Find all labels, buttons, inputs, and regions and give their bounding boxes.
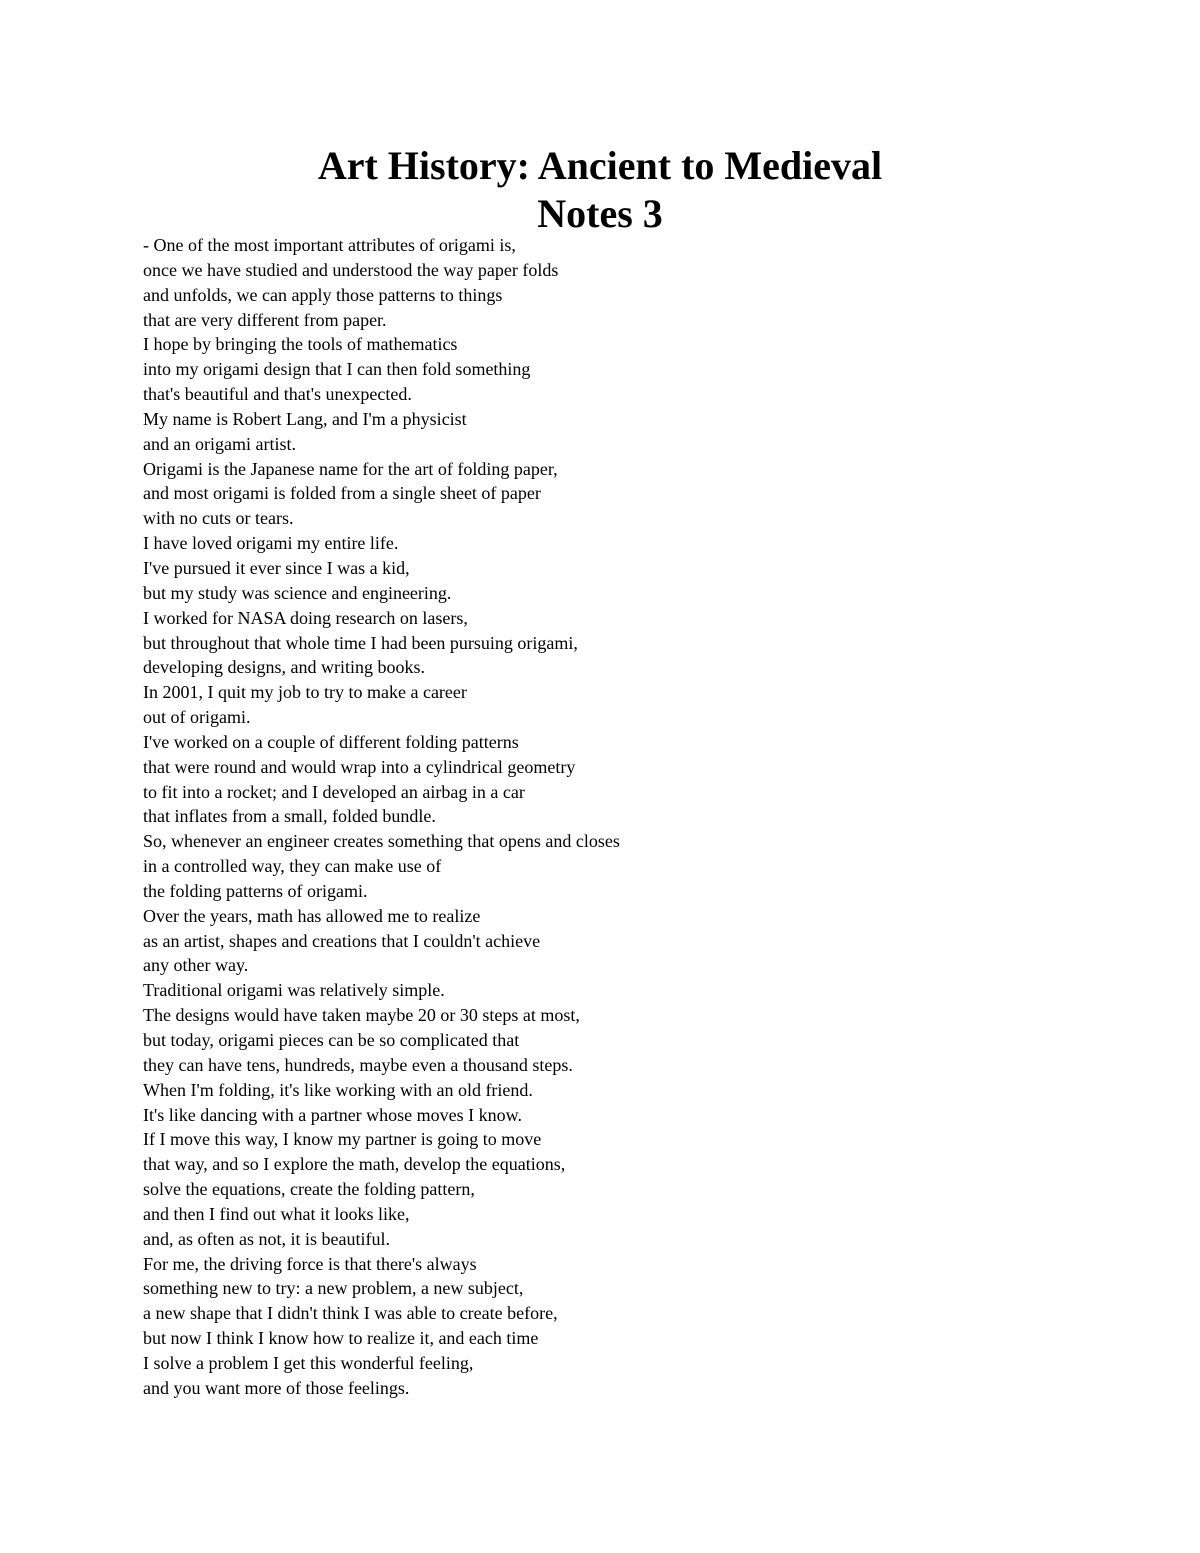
text-line: a new shape that I didn't think I was able to create before, xyxy=(143,1303,558,1324)
text-line: My name is Robert Lang, and I'm a physicist xyxy=(143,408,467,429)
text-line: If I move this way, I know my partner is going to move xyxy=(143,1129,542,1150)
text-line: It's like dancing with a partner whose moves I know. xyxy=(143,1104,522,1125)
text-line: So, whenever an engineer creates something that opens and closes xyxy=(143,831,620,852)
text-line: something new to try: a new problem, a new subject, xyxy=(143,1278,524,1299)
text-line: in a controlled way, they can make use of xyxy=(143,856,442,877)
document-subtitle: Notes 3 xyxy=(537,191,663,236)
text-line: that were round and would wrap into a cylindrical geometry xyxy=(143,756,576,777)
text-line: but now I think I know how to realize it, and each time xyxy=(143,1328,539,1349)
text-line: and then I find out what it looks like, xyxy=(143,1203,410,1224)
text-line: but throughout that whole time I had been pursuing origami, xyxy=(143,632,578,653)
text-line: I hope by bringing the tools of mathematics xyxy=(143,334,458,355)
text-line: - One of the most important attributes of origami is, xyxy=(143,235,516,255)
text-line: any other way. xyxy=(143,955,249,976)
text-line: that inflates from a small, folded bundle. xyxy=(143,806,436,827)
text-line: I have loved origami my entire life. xyxy=(143,533,399,554)
text-line: into my origami design that I can then fold something xyxy=(143,359,531,380)
text-line: When I'm folding, it's like working with an old friend. xyxy=(143,1079,533,1100)
text-line: once we have studied and understood the way paper folds xyxy=(143,259,559,280)
text-line: and most origami is folded from a single sheet of paper xyxy=(143,483,541,504)
text-line: but my study was science and engineering. xyxy=(143,582,452,603)
text-line: For me, the driving force is that there's always xyxy=(143,1253,477,1274)
text-line: Traditional origami was relatively simple. xyxy=(143,980,445,1001)
text-line: to fit into a rocket; and I developed an airbag in a car xyxy=(143,781,525,802)
text-line: and an origami artist. xyxy=(143,433,296,454)
text-line: I've worked on a couple of different folding patterns xyxy=(143,731,519,752)
text-line: as an artist, shapes and creations that I couldn't achieve xyxy=(143,930,541,951)
text-line: solve the equations, create the folding pattern, xyxy=(143,1179,475,1200)
text-line: but today, origami pieces can be so complicated that xyxy=(143,1030,520,1050)
text-line: with no cuts or tears. xyxy=(143,508,294,529)
text-line: and you want more of those feelings. xyxy=(143,1377,410,1398)
text-line: I've pursued it ever since I was a kid, xyxy=(143,557,410,578)
document-title: Art History: Ancient to Medieval xyxy=(317,143,883,188)
text-line: out of origami. xyxy=(143,707,251,728)
document-body xyxy=(143,233,843,1401)
text-line: and unfolds, we can apply those patterns to things xyxy=(143,284,503,305)
text-line: that way, and so I explore the math, develop the equations, xyxy=(143,1154,566,1175)
text-line: The designs would have taken maybe 20 or 30 steps at most, xyxy=(143,1005,580,1026)
text-line: that are very different from paper. xyxy=(143,309,387,330)
text-line: Origami is the Japanese name for the art of folding paper, xyxy=(143,458,558,479)
text-line: I solve a problem I get this wonderful feeling, xyxy=(143,1352,474,1373)
text-line: they can have tens, hundreds, maybe even a thousand steps. xyxy=(143,1054,573,1075)
text-line: developing designs, and writing books. xyxy=(143,657,425,678)
text-line: Over the years, math has allowed me to realize xyxy=(143,905,481,926)
text-line: I worked for NASA doing research on lasers, xyxy=(143,607,468,628)
text-line: that's beautiful and that's unexpected. xyxy=(143,384,412,405)
text-line: and, as often as not, it is beautiful. xyxy=(143,1228,390,1249)
text-line: In 2001, I quit my job to try to make a career xyxy=(143,682,467,703)
text-line: the folding patterns of origami. xyxy=(143,880,368,901)
